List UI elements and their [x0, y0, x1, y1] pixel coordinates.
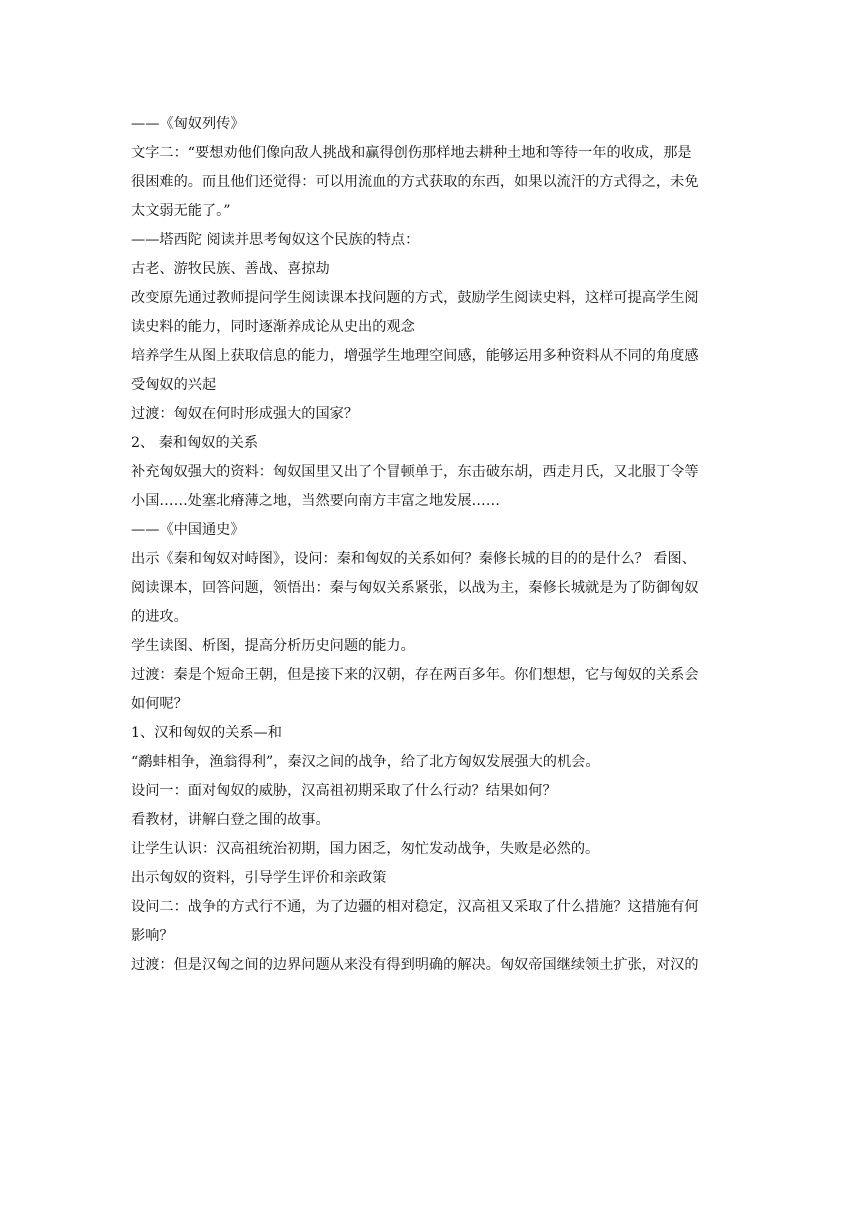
text-line: 出示匈奴的资料，引导学生评价和亲政策 — [131, 870, 387, 886]
text-line: 过渡：但是汉匈之间的边界问题从来没有得到明确的解决。匈奴帝国继续领土扩张，对汉的 — [131, 957, 699, 973]
text-line: ——《匈奴列传》 — [131, 116, 245, 132]
text-line: 古老、游牧民族、善战、喜掠劫 — [131, 261, 330, 277]
text-line: 文字二：“要想劝他们像向敌人挑战和赢得创伤那样地去耕种土地和等待一年的收成，那是 — [131, 145, 692, 161]
section-heading: 1、汉和匈奴的关系—和 — [131, 725, 282, 741]
text-line: 小国……处塞北瘠薄之地，当然要向南方丰富之地发展…… — [131, 493, 500, 509]
text-line: 过渡：秦是个短命王朝，但是接下来的汉朝，存在两百多年。你们想想，它与匈奴的关系会 — [131, 667, 699, 683]
document-body — [131, 110, 731, 980]
text-line: 影响？ — [131, 928, 174, 944]
text-line: 读史料的能力，同时逐渐养成论从史出的观念 — [131, 319, 415, 335]
text-line: 很困难的。而且他们还觉得：可以用流血的方式获取的东西，如果以流汗的方式得之，未免 — [131, 174, 699, 190]
text-line: 补充匈奴强大的资料：匈奴国里又出了个冒顿单于，东击破东胡，西走月氏，又北服丁令等 — [131, 464, 699, 480]
text-line: 的进攻。 — [131, 609, 188, 625]
text-line: 出示《秦和匈奴对峙图》，设问：秦和匈奴的关系如何？秦修长城的目的的是什么？ 看图、 — [131, 551, 696, 567]
text-line: 让学生认识：汉高祖统治初期，国力困乏，匆忙发动战争，失败是必然的。 — [131, 841, 600, 857]
text-line: 改变原先通过教师提问学生阅读课本找问题的方式，鼓励学生阅读史料，这样可提高学生阅 — [131, 290, 699, 306]
text-line: ——《中国通史》 — [131, 522, 245, 538]
text-line: 设问二：战争的方式行不通，为了边疆的相对稳定，汉高祖又采取了什么措施？这措施有何 — [131, 899, 699, 915]
text-line: ——塔西陀 阅读并思考匈奴这个民族的特点： — [131, 232, 420, 248]
text-line: 过渡：匈奴在何时形成强大的国家？ — [131, 406, 359, 422]
text-line: “鹬蚌相争，渔翁得利”，秦汉之间的战争，给了北方匈奴发展强大的机会。 — [131, 754, 600, 770]
text-line: 如何呢？ — [131, 696, 188, 712]
text-line: 设问一：面对匈奴的威胁，汉高祖初期采取了什么行动？结果如何？ — [131, 783, 557, 799]
text-line: 受匈奴的兴起 — [131, 377, 217, 393]
text-line: 太文弱无能了。” — [131, 203, 231, 219]
text-line: 培养学生从图上获取信息的能力，增强学生地理空间感，能够运用多种资料从不同的角度感 — [131, 348, 699, 364]
section-heading: 2、 秦和匈奴的关系 — [131, 435, 259, 451]
text-line: 阅读课本，回答问题，领悟出：秦与匈奴关系紧张，以战为主，秦修长城就是为了防御匈奴 — [131, 580, 699, 596]
text-line: 学生读图、析图，提高分析历史问题的能力。 — [131, 638, 415, 654]
text-line: 看教材，讲解白登之围的故事。 — [131, 812, 330, 828]
